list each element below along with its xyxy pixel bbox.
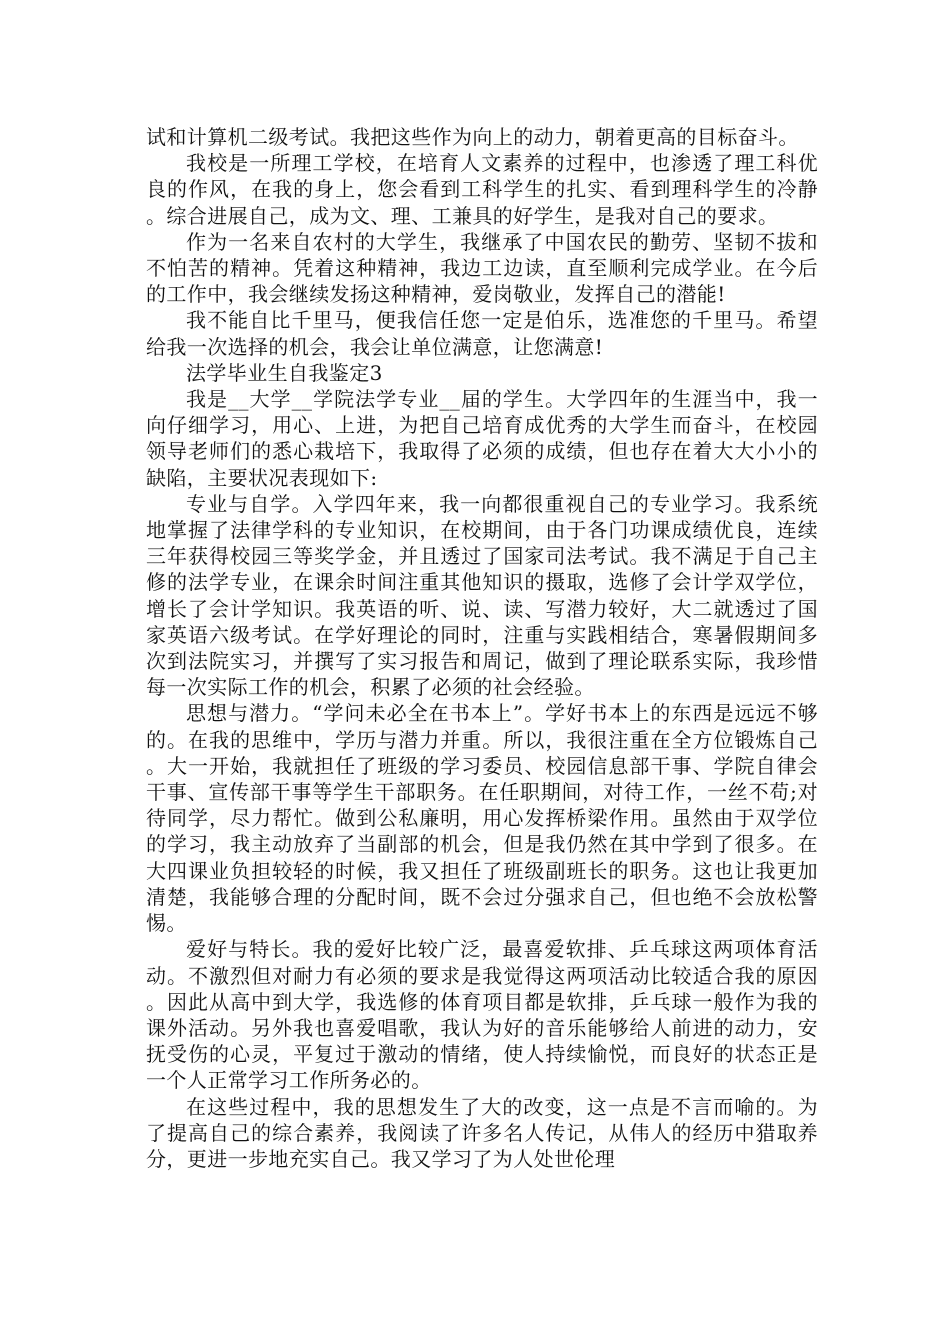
paragraph-continuation: 试和计算机二级考试。我把这些作为向上的动力，朝着更高的目标奋斗。 bbox=[146, 125, 799, 149]
section-heading: 法学毕业生自我鉴定3 bbox=[186, 360, 383, 385]
document-page bbox=[146, 124, 818, 1172]
paragraph-closing-request: 我不能自比千里马，便我信任您一定是伯乐，选准您的千里马。希望给我一次选择的机会，我会让单位满意，让您满意! bbox=[146, 308, 818, 359]
paragraph-school: 我校是一所理工学校，在培育人文素养的过程中，也渗透了理工科优良的作风，在我的身上，您会看到工科学生的扎实、看到理科学生的冷静。综合进展自己，成为文、理、工兼具的好学生，是我对自己的要求。 bbox=[146, 151, 818, 228]
paragraph-thought-ability: 思想与潜力。“学问未必全在书本上”。学好书本上的东西是远远不够的。在我的思维中，学历与潜力并重。所以，我很注重在全方位锻炼自己。大一开始，我就担任了班级的学习委员、校园信息部干事、学院自律会干事、宣传部干事等学生干部职务。在任职期间，对待工作，一丝不苟;对待同学，尽力帮忙。做到公私廉明，用心发挥桥梁作用。虽然由于双学位的学习，我主动放弃了当副部的机会，但是我仍然在其中学到了很多。在大四课业负担较轻的时候，我又担任了班级副班长的职务。这也让我更加清楚，我能够合理的分配时间，既不会过分强求自己，但也绝不会放松警惕。 bbox=[146, 701, 818, 936]
paragraph-intro: 我是__大学__学院法学专业__届的学生。大学四年的生涯当中，我一向仔细学习，用心、上进，为把自己培育成优秀的大学生而奋斗，在校园领导老师们的悉心栽培下，我取得了必须的成绩，但也存在着大大小小的缺陷，主要状况表现如下: bbox=[146, 387, 818, 490]
paragraph-rural-background: 作为一名来自农村的大学生，我继承了中国农民的勤劳、坚韧不拔和不怕苦的精神。凭着这种精神，我边工边读，直至顺利完成学业。在今后的工作中，我会继续发扬这种精神，爱岗敬业，发挥自己的潜能! bbox=[146, 229, 818, 307]
paragraph-thought-change: 在这些过程中，我的思想发生了大的改变，这一点是不言而喻的。为了提高自己的综合素养，我阅读了许多名人传记，从伟人的经历中猎取养分，更进一步地充实自己。我又学习了为人处世伦理 bbox=[146, 1094, 818, 1171]
paragraph-major-study: 专业与自学。入学四年来，我一向都很重视自己的专业学习。我系统地掌握了法律学科的专业知识，在校期间，由于各门功课成绩优良，连续三年获得校园三等奖学金，并且透过了国家司法考试。我不满足于自己主修的法学专业，在课余时间注重其他知识的摄取，选修了会计学双学位，增长了会计学知识。我英语的听、说、读、写潜力较好，大二就透过了国家英语六级考试。在学好理论的同时，注重与实践相结合，寒暑假期间多次到法院实习，并撰写了实习报告和周记，做到了理论联系实际，我珍惜每一次实际工作的机会，积累了必须的社会经验。 bbox=[146, 491, 818, 700]
paragraph-hobbies: 爱好与特长。我的爱好比较广泛，最喜爱软排、乒乓球这两项体育活动。不激烈但对耐力有必须的要求是我觉得这两项活动比较适合我的原因。因此从高中到大学，我选修的体育项目都是软排，乒乓球一般作为我的课外活动。另外我也喜爱唱歌，我认为好的音乐能够给人前进的动力，安抚受伤的心灵，平复过于激动的情绪，使人持续愉悦，而良好的状态正是一个人正常学习工作所务必的。 bbox=[146, 937, 818, 1093]
